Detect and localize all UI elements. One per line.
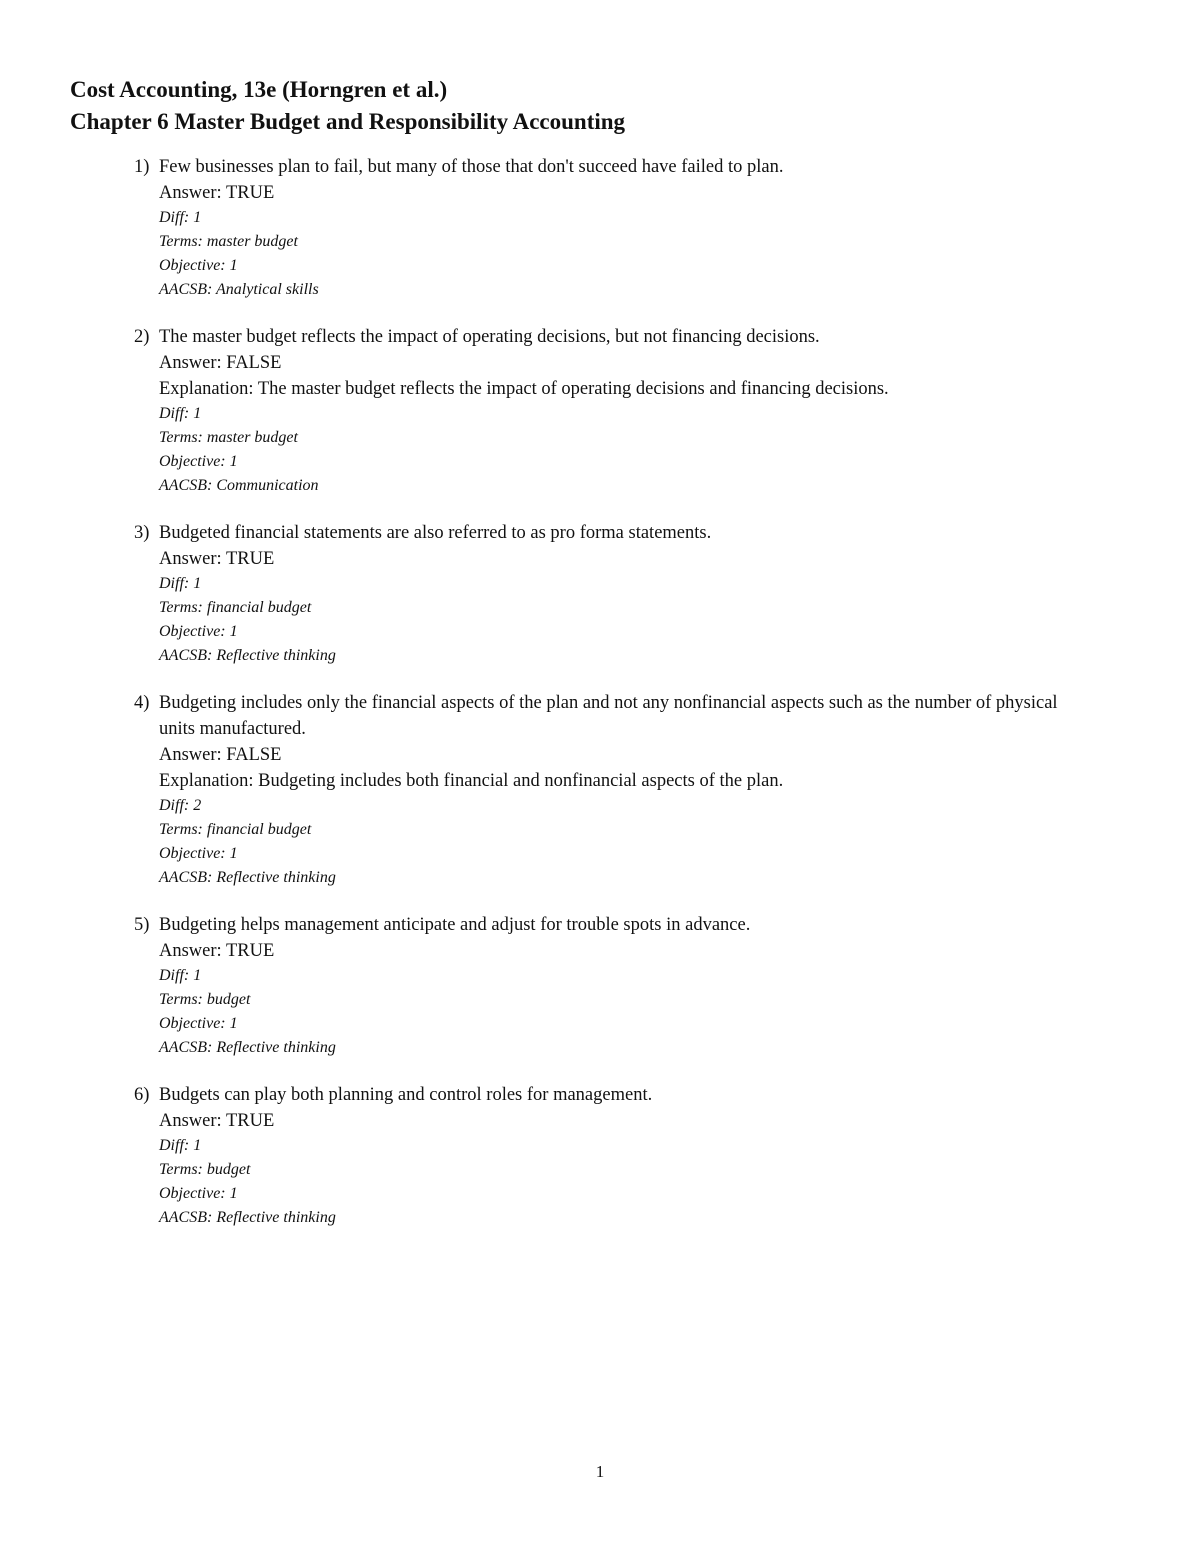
difficulty: Diff: 1 bbox=[159, 967, 202, 984]
objective: Objective: 1 bbox=[159, 257, 238, 274]
terms: Terms: budget bbox=[159, 1161, 251, 1178]
difficulty: Diff: 1 bbox=[159, 1137, 202, 1154]
aacsb: AACSB: Analytical skills bbox=[159, 281, 319, 298]
aacsb: AACSB: Reflective thinking bbox=[159, 1039, 336, 1056]
objective: Objective: 1 bbox=[159, 623, 238, 640]
question-item bbox=[134, 690, 1094, 890]
answer: Answer: TRUE bbox=[159, 183, 275, 203]
terms: Terms: financial budget bbox=[159, 821, 312, 838]
objective: Objective: 1 bbox=[159, 1015, 238, 1032]
question-number: 6) bbox=[134, 1085, 150, 1105]
aacsb: AACSB: Reflective thinking bbox=[159, 869, 336, 886]
question-text: Budgeting helps management anticipate and adjust for trouble spots in advance. bbox=[159, 915, 751, 935]
question-number: 1) bbox=[134, 157, 150, 177]
answer: Answer: TRUE bbox=[159, 549, 275, 569]
answer: Answer: TRUE bbox=[159, 941, 275, 961]
question-text: Budgeted financial statements are also referred to as pro forma statements. bbox=[159, 523, 712, 543]
difficulty: Diff: 1 bbox=[159, 209, 202, 226]
answer: Answer: FALSE bbox=[159, 745, 282, 765]
question-item bbox=[134, 912, 1094, 1060]
page-number: 1 bbox=[595, 1462, 605, 1481]
answer: Answer: TRUE bbox=[159, 1111, 275, 1131]
terms: Terms: master budget bbox=[159, 429, 298, 446]
question-text: Few businesses plan to fail, but many of those that don't succeed have failed to plan. bbox=[159, 157, 784, 177]
objective: Objective: 1 bbox=[159, 453, 238, 470]
question-number: 2) bbox=[134, 327, 150, 347]
explanation: Explanation: Budgeting includes both financial and nonfinancial aspects of the plan. bbox=[159, 771, 784, 791]
question-item bbox=[134, 154, 1094, 302]
explanation: Explanation: The master budget reflects the impact of operating decisions and financing decisions. bbox=[159, 379, 889, 399]
objective: Objective: 1 bbox=[159, 845, 238, 862]
aacsb: AACSB: Reflective thinking bbox=[159, 1209, 336, 1226]
question-text: Budgets can play both planning and control roles for management. bbox=[159, 1085, 653, 1105]
difficulty: Diff: 1 bbox=[159, 575, 202, 592]
question-number: 5) bbox=[134, 915, 150, 935]
objective: Objective: 1 bbox=[159, 1185, 238, 1202]
answer: Answer: FALSE bbox=[159, 353, 282, 373]
document-header bbox=[70, 74, 1130, 138]
terms: Terms: financial budget bbox=[159, 599, 312, 616]
question-item bbox=[134, 1082, 1094, 1230]
aacsb: AACSB: Reflective thinking bbox=[159, 647, 336, 664]
difficulty: Diff: 1 bbox=[159, 405, 202, 422]
aacsb: AACSB: Communication bbox=[159, 477, 319, 494]
difficulty: Diff: 2 bbox=[159, 797, 202, 814]
question-list bbox=[134, 154, 1094, 1252]
chapter-title: Chapter 6 Master Budget and Responsibility Accounting bbox=[70, 109, 626, 134]
terms: Terms: budget bbox=[159, 991, 251, 1008]
question-text: Budgeting includes only the financial aspects of the plan and not any nonfinancial aspects such as the number of physical units manufactured. bbox=[159, 693, 1058, 739]
question-item bbox=[134, 520, 1094, 668]
question-item bbox=[134, 324, 1094, 498]
question-number: 4) bbox=[134, 693, 150, 713]
book-title: Cost Accounting, 13e (Horngren et al.) bbox=[70, 77, 448, 102]
question-text: The master budget reflects the impact of operating decisions, but not financing decisions. bbox=[159, 327, 820, 347]
terms: Terms: master budget bbox=[159, 233, 298, 250]
question-number: 3) bbox=[134, 523, 150, 543]
